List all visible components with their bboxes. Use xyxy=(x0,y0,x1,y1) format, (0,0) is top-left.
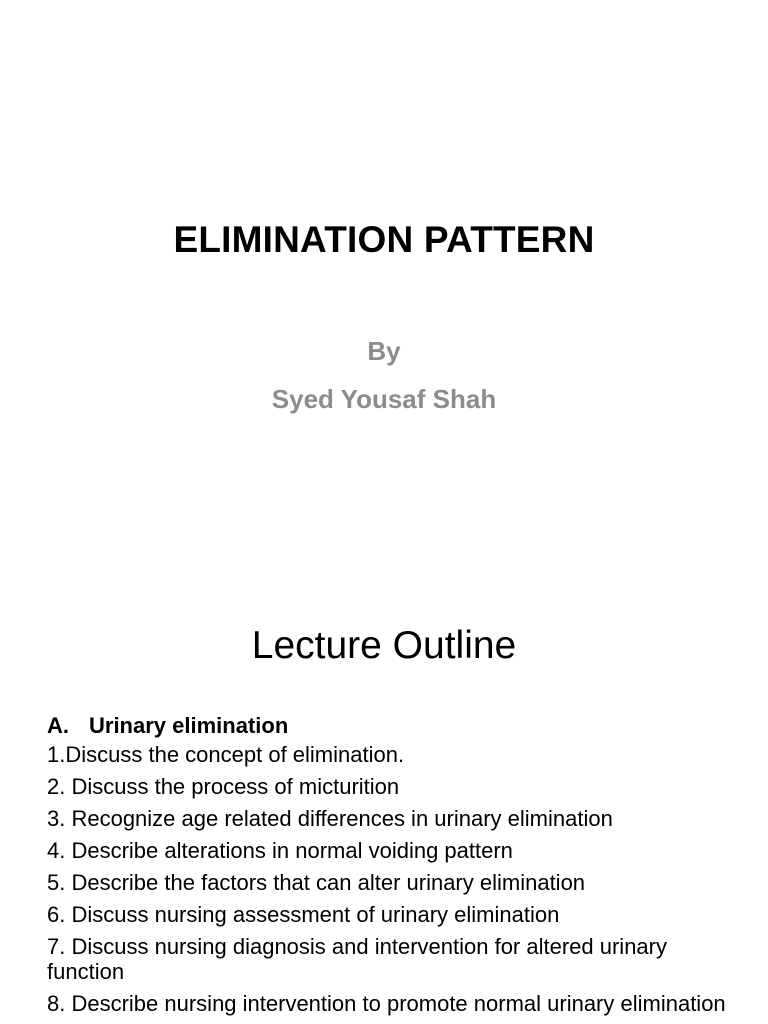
list-item: 1.Discuss the concept of elimination. xyxy=(47,742,405,767)
author-name: Syed Yousaf Shah xyxy=(271,384,497,414)
outline-heading: Lecture Outline xyxy=(251,624,517,667)
section-title: Urinary elimination xyxy=(89,713,289,738)
list-item: 3. Recognize age related differences in urinary elimination xyxy=(47,806,613,831)
slide-title: ELIMINATION PATTERN xyxy=(173,219,595,260)
list-item: 2. Discuss the process of micturition xyxy=(47,774,400,799)
outline-slide xyxy=(0,576,768,1024)
list-item: 4. Describe alterations in normal voiding pattern xyxy=(47,838,513,863)
section-heading xyxy=(47,710,737,742)
outline-list xyxy=(47,710,737,1023)
list-item: 8. Describe nursing intervention to promote normal urinary elimination xyxy=(47,991,726,1016)
byline-label: By xyxy=(367,336,401,366)
section-letter: A. xyxy=(47,713,69,738)
list-item: 6. Discuss nursing assessment of urinary elimination xyxy=(47,902,560,927)
list-item: 5. Describe the factors that can alter urinary elimination xyxy=(47,870,586,895)
list-item: 7. Discuss nursing diagnosis and intervention for altered urinary function xyxy=(47,934,667,984)
